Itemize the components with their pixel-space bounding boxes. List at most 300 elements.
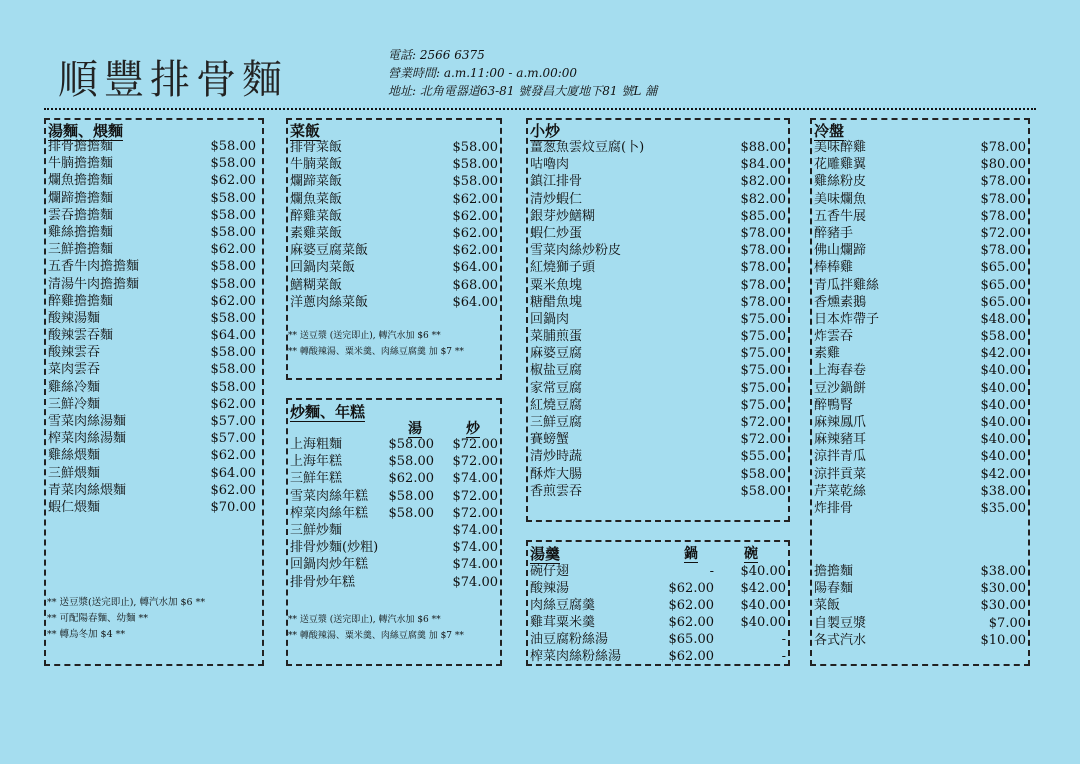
item-price: $82.00 — [740, 191, 786, 207]
item-name: 酸辣雲吞麵 — [48, 328, 114, 344]
item-name: 雞絲煨麵 — [48, 448, 101, 464]
item-name: 清炒時蔬 — [530, 449, 583, 465]
menu-item-row — [530, 597, 786, 614]
item-price: $58.00 — [980, 329, 1026, 345]
item-price: $75.00 — [740, 346, 786, 362]
item-price: $65.00 — [980, 277, 1026, 293]
item-price: $64.00 — [452, 260, 498, 276]
item-price: $42.00 — [980, 346, 1026, 362]
item-name: 酸辣雲吞 — [48, 345, 101, 361]
item-name: 青菜肉絲煨麵 — [48, 482, 127, 498]
note-line: ** 可配陽春麵、幼麵 ** — [47, 613, 149, 624]
item-name: 椒盐豆腐 — [530, 363, 583, 379]
menu-item-row — [530, 483, 786, 500]
item-price: $58.00 — [210, 156, 256, 172]
item-name: 三鮮煨麵 — [48, 465, 101, 481]
item-name: 醉鴨腎 — [814, 397, 854, 413]
menu-item-row — [48, 293, 256, 310]
item-price-fried: $74.00 — [452, 471, 498, 487]
item-price: $82.00 — [740, 174, 786, 190]
menu-item-row — [290, 505, 498, 522]
menu-item-row — [530, 362, 786, 379]
item-price: $78.00 — [740, 277, 786, 293]
item-price-pot: $65.00 — [668, 632, 714, 647]
item-name: 素雞菜飯 — [290, 225, 343, 241]
menu-item-row — [814, 139, 1026, 156]
soups-title: 湯羹 — [530, 545, 561, 563]
phone-text: 電話: 2566 6375 — [388, 48, 485, 62]
fried-noodles-col-fried: 炒 — [466, 421, 480, 437]
item-price-bowl: - — [781, 632, 786, 647]
item-name: 咕嚕肉 — [530, 157, 570, 173]
item-name: 醉雞擔擔麵 — [48, 293, 114, 309]
item-name: 陽春麵 — [814, 581, 854, 597]
item-name: 紅燒豆腐 — [530, 397, 583, 413]
item-price: $62.00 — [210, 242, 256, 258]
item-price: $72.00 — [740, 415, 786, 430]
item-price-pot: $62.00 — [668, 598, 714, 613]
item-price-pot: - — [709, 564, 714, 579]
menu-item-row — [530, 345, 786, 362]
menu-item-row — [48, 499, 256, 516]
item-name: 酥炸大腸 — [530, 466, 583, 482]
item-name: 榨菜肉絲年糕 — [290, 505, 369, 521]
item-name: 上海粗麵 — [290, 437, 343, 452]
menu-item-row — [530, 648, 786, 665]
menu-item-row — [814, 328, 1026, 345]
item-price: $62.00 — [210, 293, 256, 309]
item-name: 美味爛魚 — [814, 191, 867, 207]
item-name: 粟米魚塊 — [530, 277, 583, 293]
item-name: 牛腩菜飯 — [290, 157, 343, 173]
menu-item-row — [814, 466, 1026, 483]
item-name: 菜肉雲吞 — [48, 362, 101, 378]
item-name: 排骨炒年糕 — [290, 574, 356, 590]
shop-info — [388, 46, 657, 100]
item-name: 肉絲豆腐羹 — [530, 598, 596, 613]
item-name: 麻婆豆腐 — [530, 346, 583, 362]
item-name: 三鮮豆腐 — [530, 415, 583, 430]
item-name: 賽螃蟹 — [530, 432, 570, 448]
item-name: 薑葱魚雲炆豆腐(卜) — [530, 140, 645, 155]
menu-item-row — [48, 344, 256, 361]
note-line: ** 送豆漿(送完即止), 轉汽水加 $6 ** — [47, 597, 206, 608]
item-price: $58.00 — [452, 140, 498, 155]
menu-item-row — [814, 191, 1026, 208]
menu-item-row — [530, 431, 786, 448]
item-price: $30.00 — [980, 598, 1026, 614]
item-price: $55.00 — [740, 449, 786, 465]
menu-item-row — [290, 470, 498, 487]
noodles-list — [48, 138, 256, 516]
item-price-fried: $74.00 — [452, 557, 498, 573]
item-name: 家常豆腐 — [530, 380, 583, 396]
noodles-title: 湯麵、煨麵 — [48, 122, 124, 140]
fried-noodles-list — [290, 436, 498, 591]
note-line: ** 送豆漿 (送完即止), 轉汽水加 $6 ** — [288, 331, 441, 341]
item-price: $64.00 — [210, 328, 256, 344]
menu-item-row — [290, 522, 498, 539]
item-name: 美味醉雞 — [814, 140, 867, 155]
item-price: $58.00 — [740, 483, 786, 499]
item-name: 油豆腐粉絲湯 — [530, 632, 609, 647]
menu-item-row — [530, 294, 786, 311]
item-price: $40.00 — [980, 363, 1026, 379]
menu-item-row — [814, 156, 1026, 173]
item-name: 三鮮冷麵 — [48, 396, 101, 412]
item-name: 雞絲粉皮 — [814, 174, 867, 190]
item-price-bowl: - — [781, 649, 786, 664]
menu-item-row — [290, 208, 498, 225]
item-price: $58.00 — [452, 157, 498, 173]
item-price: $30.00 — [980, 581, 1026, 597]
fried-noodles-notes — [288, 612, 464, 644]
menu-item-row — [48, 258, 256, 275]
address-text: 地址: 北角電器道63-81 號發昌大廈地下81 號L 舖 — [388, 84, 658, 98]
item-name: 芹菜乾絲 — [814, 483, 867, 499]
menu-item-row — [814, 277, 1026, 294]
menu-item-row — [814, 431, 1026, 448]
stir-fry-title: 小炒 — [530, 122, 561, 140]
item-name: 牛腩擔擔麵 — [48, 156, 114, 172]
item-price: $78.00 — [980, 174, 1026, 190]
menu-item-row — [530, 311, 786, 328]
menu-item-row — [530, 328, 786, 345]
item-name: 五香牛肉擔擔麵 — [48, 259, 140, 275]
item-name: 雪菜肉絲湯麵 — [48, 414, 127, 429]
item-price: $62.00 — [210, 173, 256, 189]
item-price: $57.00 — [210, 414, 256, 429]
cold-list — [814, 139, 1026, 517]
item-name: 回鍋肉炒年糕 — [290, 557, 369, 573]
item-price: $58.00 — [210, 345, 256, 361]
menu-item-row — [530, 156, 786, 173]
item-name: 雞絲擔擔麵 — [48, 224, 114, 240]
menu-item-row — [290, 488, 498, 505]
cold-title: 冷盤 — [814, 122, 845, 140]
item-name: 雞茸粟米羹 — [530, 615, 596, 630]
header-divider — [44, 108, 1036, 110]
menu-item-row — [814, 380, 1026, 397]
item-price: $80.00 — [980, 157, 1026, 173]
item-name: 爛蹄擔擔麵 — [48, 190, 114, 206]
menu-item-row — [530, 614, 786, 631]
item-price: $70.00 — [210, 499, 256, 515]
menu-item-row — [814, 362, 1026, 379]
item-price-bowl: $42.00 — [740, 581, 786, 596]
menu-item-row — [290, 277, 498, 294]
item-price: $78.00 — [980, 243, 1026, 259]
item-name: 糖醋魚塊 — [530, 294, 583, 310]
item-name: 菜飯 — [814, 598, 841, 614]
item-name: 素雞 — [814, 346, 841, 362]
menu-item-row — [290, 259, 498, 276]
item-price-fried: $72.00 — [452, 488, 498, 504]
soups-col-bowl: 碗 — [744, 546, 758, 562]
item-price: $78.00 — [740, 294, 786, 310]
item-price-pot: $62.00 — [668, 649, 714, 664]
menu-item-row — [48, 396, 256, 413]
item-price-fried: $74.00 — [452, 522, 498, 538]
item-name: 紅燒獅子頭 — [530, 260, 596, 276]
item-name: 銀芽炒鱔糊 — [530, 208, 596, 224]
menu-item-row — [814, 225, 1026, 242]
item-name: 排骨擔擔麵 — [48, 139, 114, 154]
menu-item-row — [48, 482, 256, 499]
item-name: 菜脯煎蛋 — [530, 329, 583, 345]
item-price: $58.00 — [210, 224, 256, 240]
item-name: 涼拌青瓜 — [814, 449, 867, 465]
menu-item-row — [290, 139, 498, 156]
item-price: $65.00 — [980, 294, 1026, 310]
item-name: 麻辣豬耳 — [814, 432, 867, 448]
item-price: $58.00 — [740, 466, 786, 482]
item-price: $58.00 — [210, 379, 256, 395]
item-price-soup: $58.00 — [388, 505, 434, 521]
item-name: 回鍋肉菜飯 — [290, 260, 356, 276]
menu-item-row — [814, 632, 1026, 649]
item-name: 花雕雞翼 — [814, 157, 867, 173]
menu-item-row — [48, 224, 256, 241]
hours-text: 營業時間: a.m.11:00 - a.m.00:00 — [388, 66, 578, 80]
extras-list — [814, 563, 1026, 649]
menu-item-row — [48, 241, 256, 258]
menu-item-row — [290, 294, 498, 311]
item-name: 蝦仁煨麵 — [48, 499, 101, 515]
menu-item-row — [814, 500, 1026, 517]
item-name: 棒棒雞 — [814, 260, 854, 276]
menu-item-row — [48, 465, 256, 482]
item-price-fried: $72.00 — [452, 454, 498, 470]
item-name: 香煎雲吞 — [530, 483, 583, 499]
item-name: 炸排骨 — [814, 500, 854, 516]
item-price: $78.00 — [980, 208, 1026, 224]
item-price: $72.00 — [980, 225, 1026, 241]
item-name: 自製豆漿 — [814, 615, 867, 631]
item-price-fried: $74.00 — [452, 540, 498, 556]
item-name: 三鮮擔擔麵 — [48, 242, 114, 258]
item-price: $75.00 — [740, 363, 786, 379]
menu-item-row — [530, 631, 786, 648]
menu-item-row — [814, 311, 1026, 328]
item-name: 各式汽水 — [814, 632, 867, 648]
item-price: $78.00 — [980, 140, 1026, 155]
item-price: $58.00 — [210, 259, 256, 275]
menu-item-row — [530, 414, 786, 431]
menu-item-row — [814, 483, 1026, 500]
item-price: $84.00 — [740, 157, 786, 173]
item-name: 爛蹄菜飯 — [290, 174, 343, 190]
fried-noodles-title: 炒麵、年糕 — [290, 403, 366, 421]
item-price: $64.00 — [210, 465, 256, 481]
item-price-soup: $58.00 — [388, 437, 434, 452]
menu-item-row — [814, 242, 1026, 259]
item-name: 雪菜肉絲年糕 — [290, 488, 369, 504]
note-line: ** 送豆漿 (送完即止), 轉汽水加 $6 ** — [288, 615, 441, 625]
menu-item-row — [290, 556, 498, 573]
item-price: $78.00 — [980, 191, 1026, 207]
menu-item-row — [530, 580, 786, 597]
item-price-fried: $74.00 — [452, 574, 498, 590]
item-name: 上海年糕 — [290, 454, 343, 470]
menu-item-row — [290, 539, 498, 556]
item-name: 青瓜拌雞絲 — [814, 277, 880, 293]
item-price: $72.00 — [740, 432, 786, 448]
menu-item-row — [48, 430, 256, 447]
item-price: $65.00 — [980, 260, 1026, 276]
item-price: $38.00 — [980, 564, 1026, 579]
item-price: $38.00 — [980, 483, 1026, 499]
item-price: $58.00 — [210, 139, 256, 154]
menu-item-row — [48, 413, 256, 430]
item-price: $62.00 — [452, 225, 498, 241]
item-price: $62.00 — [210, 482, 256, 498]
item-price: $85.00 — [740, 208, 786, 224]
item-price: $62.00 — [452, 208, 498, 224]
item-name: 碗仔翅 — [530, 564, 570, 579]
item-price: $68.00 — [452, 277, 498, 293]
item-price: $40.00 — [980, 449, 1026, 465]
menu-item-row — [814, 397, 1026, 414]
item-price: $75.00 — [740, 329, 786, 345]
menu-item-row — [48, 361, 256, 378]
menu-item-row — [290, 453, 498, 470]
item-price-soup: $58.00 — [388, 454, 434, 470]
item-price: $42.00 — [980, 466, 1026, 482]
menu-item-row — [814, 580, 1026, 597]
item-price: $40.00 — [980, 380, 1026, 396]
item-name: 榨菜肉絲湯麵 — [48, 431, 127, 447]
item-price: $62.00 — [210, 448, 256, 464]
item-name: 洋蔥肉絲菜飯 — [290, 294, 369, 310]
menu-item-row — [290, 242, 498, 259]
item-price: $62.00 — [210, 396, 256, 412]
item-price: $58.00 — [210, 207, 256, 223]
menu-item-row — [48, 172, 256, 189]
item-name: 炸雲吞 — [814, 329, 854, 345]
menu-item-row — [814, 208, 1026, 225]
item-price: $62.00 — [452, 243, 498, 259]
item-name: 鎮江排骨 — [530, 174, 583, 190]
item-name: 醉豬手 — [814, 225, 854, 241]
item-price: $48.00 — [980, 311, 1026, 327]
item-price: $58.00 — [210, 362, 256, 378]
note-line: ** 轉酸辣湯、粟米羹、肉絲豆腐羹 加 $7 ** — [288, 631, 464, 641]
menu-item-row — [48, 207, 256, 224]
stir-fry-list — [530, 139, 786, 500]
item-price: $40.00 — [980, 415, 1026, 430]
menu-item-row — [48, 310, 256, 327]
menu-item-row — [48, 447, 256, 464]
menu-item-row — [48, 138, 256, 155]
item-price: $64.00 — [452, 294, 498, 310]
item-price: $40.00 — [980, 397, 1026, 413]
menu-item-row — [530, 563, 786, 580]
menu-item-row — [530, 380, 786, 397]
item-name: 香燻素鵝 — [814, 294, 867, 310]
menu-item-row — [814, 563, 1026, 580]
menu-item-row — [530, 466, 786, 483]
item-name: 麻辣鳳爪 — [814, 415, 867, 430]
item-price-pot: $62.00 — [668, 581, 714, 596]
item-name: 酸辣湯麵 — [48, 310, 101, 326]
item-price: $62.00 — [452, 191, 498, 207]
item-price: $58.00 — [210, 310, 256, 326]
item-name: 清炒蝦仁 — [530, 191, 583, 207]
menu-item-row — [814, 597, 1026, 614]
item-name: 雲吞擔擔麵 — [48, 207, 114, 223]
item-name: 涼拌貢菜 — [814, 466, 867, 482]
menu-item-row — [530, 208, 786, 225]
menu-item-row — [530, 259, 786, 276]
item-price: $10.00 — [980, 632, 1026, 648]
item-name: 酸辣湯 — [530, 581, 570, 596]
soups-list — [530, 563, 786, 665]
menu-item-row — [290, 436, 498, 453]
menu-item-row — [48, 327, 256, 344]
menu-item-row — [530, 191, 786, 208]
menu-item-row — [814, 615, 1026, 632]
menu-item-row — [48, 190, 256, 207]
item-name: 佛山爛蹄 — [814, 243, 867, 259]
menu-item-row — [814, 414, 1026, 431]
item-price: $40.00 — [980, 432, 1026, 448]
item-name: 蝦仁炒蛋 — [530, 225, 583, 241]
item-name: 雪菜肉絲炒粉皮 — [530, 243, 622, 259]
menu-item-row — [814, 259, 1026, 276]
menu-item-row — [814, 345, 1026, 362]
item-name: 排骨炒麵(炒粗) — [290, 540, 379, 556]
rice-title: 菜飯 — [290, 122, 321, 140]
item-price: $88.00 — [740, 140, 786, 155]
item-price-soup: $58.00 — [388, 488, 434, 504]
menu-item-row — [48, 276, 256, 293]
item-price-bowl: $40.00 — [740, 615, 786, 630]
item-price-bowl: $40.00 — [740, 598, 786, 613]
item-price: $78.00 — [740, 243, 786, 259]
item-name: 雞絲冷麵 — [48, 379, 101, 395]
menu-item-row — [290, 574, 498, 591]
item-price-soup: $62.00 — [388, 471, 434, 487]
noodles-notes — [47, 595, 205, 643]
item-name: 豆沙鍋餅 — [814, 380, 867, 396]
item-price: $75.00 — [740, 380, 786, 396]
item-name: 日本炸帶子 — [814, 311, 880, 327]
menu-item-row — [530, 173, 786, 190]
note-line: ** 轉烏冬加 $4 ** — [47, 629, 126, 640]
item-name: 爛魚擔擔麵 — [48, 173, 114, 189]
menu-item-row — [530, 225, 786, 242]
item-name: 三鮮炒麵 — [290, 522, 343, 538]
item-price: $78.00 — [740, 225, 786, 241]
menu-item-row — [48, 155, 256, 172]
item-name: 回鍋肉 — [530, 311, 570, 327]
menu-item-row — [290, 191, 498, 208]
item-price-fried: $72.00 — [452, 505, 498, 521]
item-price: $58.00 — [452, 174, 498, 190]
menu-item-row — [48, 379, 256, 396]
menu-item-row — [290, 173, 498, 190]
menu-item-row — [290, 156, 498, 173]
menu-item-row — [530, 397, 786, 414]
item-price: $78.00 — [740, 260, 786, 276]
item-price: $75.00 — [740, 311, 786, 327]
rice-list — [290, 139, 498, 311]
item-price: $7.00 — [988, 615, 1026, 631]
item-name: 醉雞菜飯 — [290, 208, 343, 224]
item-price: $57.00 — [210, 431, 256, 447]
menu-item-row — [530, 242, 786, 259]
